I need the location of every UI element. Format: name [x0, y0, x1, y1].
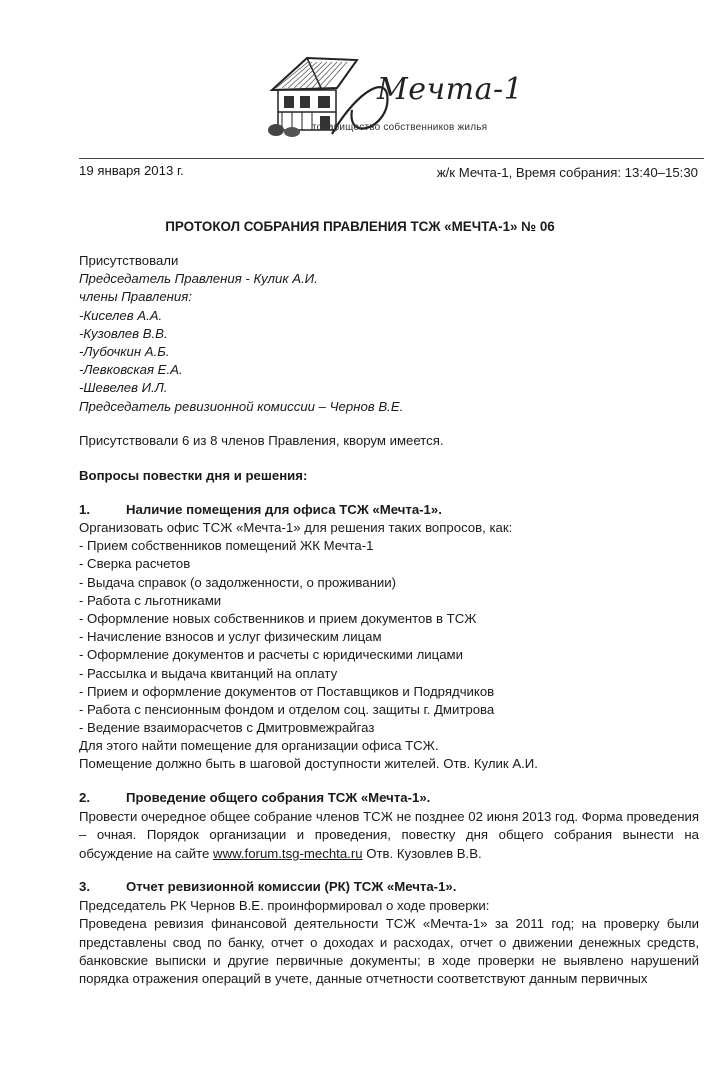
agenda-heading: Вопросы повестки дня и решения:	[79, 468, 308, 483]
attendee-line: -Киселев А.А.	[79, 307, 163, 323]
list-item: - Прием и оформление документов от Поставщиков и Подрядчиков	[79, 683, 495, 699]
list-item: - Начисление взносов и услуг физическим лицам	[79, 629, 382, 645]
question-2-heading	[79, 790, 430, 805]
list-item: - Прием собственников помещений ЖК Мечта-1	[79, 538, 374, 554]
list-item: - Ведение взаиморасчетов с Дмитровмежрайгаз	[79, 720, 375, 736]
header-divider	[79, 158, 704, 159]
question-3-heading	[79, 879, 456, 894]
attendee-line: -Шевелев И.Л.	[79, 380, 168, 396]
attendance-heading: Присутствовали	[79, 253, 179, 268]
question-title: Наличие помещения для офиса ТСЖ «Мечта-1».	[126, 502, 442, 517]
attendance-section	[79, 252, 699, 416]
attendee-line: члены Правления:	[79, 289, 192, 305]
question-number: 1.	[79, 502, 90, 517]
attendee-line: Председатель Правления - Кулик А.И.	[79, 271, 318, 287]
list-item: - Оформление новых собственников и прием документов в ТСЖ	[79, 610, 477, 626]
quorum-text: Присутствовали 6 из 8 членов Правления, кворум имеется.	[79, 433, 444, 448]
attendee-line: -Кузовлев В.В.	[79, 325, 168, 341]
question-title: Проведение общего собрания ТСЖ «Мечта-1».	[126, 790, 431, 805]
meeting-date: 19 января 2013 г.	[79, 163, 184, 178]
list-item: - Рассылка и выдача квитанций на оплату	[79, 665, 338, 681]
question-intro: Председатель РК Чернов В.Е. проинформировал о ходе проверки:	[79, 898, 490, 913]
attendee-line: -Левковская Е.А.	[79, 362, 183, 378]
question-1-heading	[79, 502, 442, 517]
responsible-note: Отв. Кузовлев В.В.	[362, 845, 482, 861]
list-item: - Выдача справок (о задолженности, о проживании)	[79, 574, 397, 590]
agenda-heading-block	[79, 467, 699, 485]
attendee-line: Председатель ревизионной комиссии – Чернов В.Е.	[79, 398, 404, 414]
list-item: - Оформление документов и расчеты с юридическими лицами	[79, 647, 463, 663]
question-text: Провести очередное общее собрание членов ТСЖ не позднее 02 июня 2013 год. Форма проведения – очная. Порядок организации и проведения, повестку дня общего собрания вынести на обсуждение на сайте	[79, 809, 699, 861]
attendee-line: -Лубочкин А.Б.	[79, 343, 170, 359]
question-title: Отчет ревизионной комиссии (РК) ТСЖ «Мечта-1».	[126, 879, 457, 894]
document-title: ПРОТОКОЛ СОБРАНИЯ ПРАВЛЕНИЯ ТСЖ «МЕЧТА-1» № 06	[165, 219, 555, 234]
logo-tagline: товарищество собственников жилья	[312, 122, 488, 133]
question-intro: Организовать офис ТСЖ «Мечта-1» для решения таких вопросов, как:	[79, 520, 513, 535]
list-item: - Работа с льготниками	[79, 592, 222, 608]
list-item: - Сверка расчетов	[79, 556, 191, 572]
forum-link[interactable]: www.forum.tsg-mechta.ru	[213, 845, 363, 861]
meeting-place-time: ж/к Мечта-1, Время собрания: 13:40–15:30	[436, 165, 698, 180]
question-outro: Помещение должно быть в шаговой доступности жителей. Отв. Кулик А.И.	[79, 756, 538, 772]
logo-name: Мечта-1	[377, 72, 524, 107]
list-item: - Работа с пенсионным фондом и отделом соц. защиты г. Дмитрова	[79, 701, 495, 717]
question-outro: Для этого найти помещение для организации офиса ТСЖ.	[79, 738, 439, 754]
quorum-statement	[79, 432, 699, 450]
organization-logo	[262, 50, 532, 140]
question-number: 2.	[79, 790, 90, 805]
question-text: Проведена ревизия финансовой деятельности ТСЖ «Мечта-1» за 2011 год; на проверку были представлены свод по банку, отчет о доходах и расходах, отчет о движении денежных средств, банковские выписки и другие первичные документы; в ходе проверки не выявлено нарушений порядка отражения операций в учете, данные отчетности соответствуют данным первичных	[79, 916, 699, 987]
question-number: 3.	[79, 879, 90, 894]
question-1-body	[79, 519, 699, 774]
question-3-body	[79, 897, 699, 989]
question-2-body	[79, 808, 699, 863]
